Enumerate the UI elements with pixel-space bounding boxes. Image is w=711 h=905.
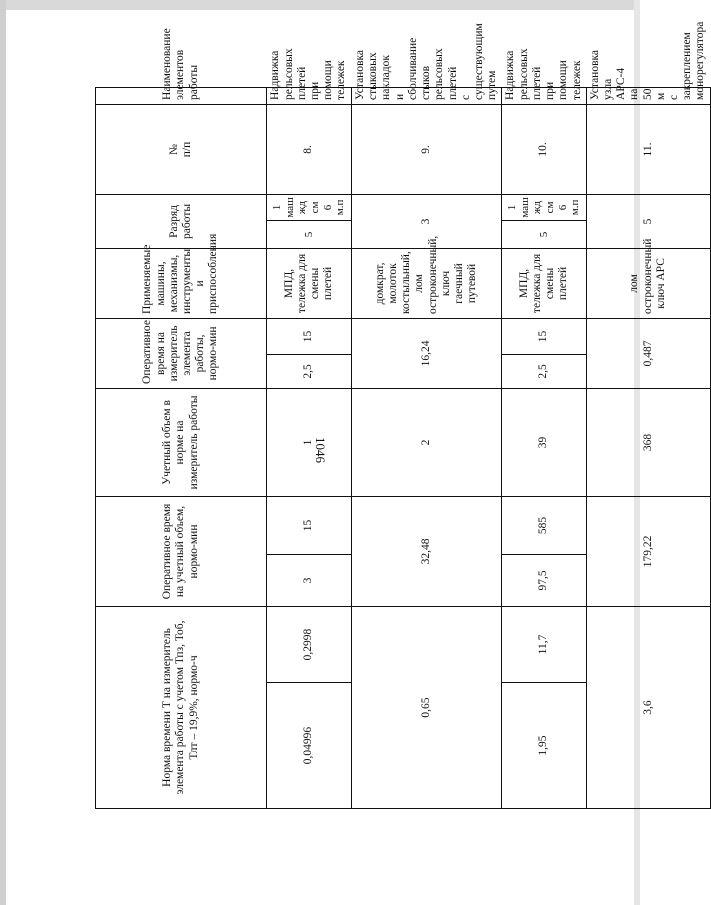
row-11-optime: 0,487 <box>586 318 710 388</box>
row-8-optime-volume-a: 3 <box>267 554 352 606</box>
row-10-num: 10. <box>502 104 586 194</box>
row-8-machines: МПД, тележка для смены плетей <box>267 248 352 318</box>
header-row <box>96 87 267 808</box>
row-8-num: 8. <box>267 104 352 194</box>
scan-edge-left <box>0 0 6 905</box>
row-11-optime-volume: 179,22 <box>586 496 710 606</box>
rotated-table-container <box>95 21 707 809</box>
row-9-name: Установка стыковых накладок и сболчивание стыков рельсовых плетей с существующим путем <box>352 87 502 104</box>
row-9-grade: 3 <box>352 194 502 248</box>
row-11-norm: 3,6 <box>586 606 710 808</box>
row-9 <box>352 87 502 808</box>
header-optime: Оперативное время на измеритель элемента работы, нормо-мин <box>96 318 267 388</box>
row-11-num: 11. <box>586 104 710 194</box>
row-10 <box>502 87 586 808</box>
row-11 <box>586 87 710 808</box>
row-10-machines: МПД, тележка для смены плетей <box>502 248 586 318</box>
row-8-optime-b: 15 <box>267 318 352 354</box>
row-11-name: Установка узла АРС-4 на 50 м с закреплением монорегулятора <box>586 87 710 104</box>
row-10-name: Надвижка рельсовых плетей при помощи тележек <box>502 87 586 104</box>
header-optime-volume: Оперативное время на учетный объем, нормо-мин <box>96 496 267 606</box>
header-num: № п/п <box>96 104 267 194</box>
row-11-machines: лом остроконечный ключ АРС <box>586 248 710 318</box>
header-name: Наименование элементов работы <box>96 87 267 104</box>
row-8-grade-b: 5 <box>267 220 352 248</box>
row-9-num: 9. <box>352 104 502 194</box>
row-10-workers: 1 маш жд см 6 м.п <box>502 194 586 220</box>
row-11-volume: 368 <box>586 388 710 496</box>
row-9-optime-volume: 32,48 <box>352 496 502 606</box>
page-number: 1046 <box>313 437 328 463</box>
norm-table <box>95 21 711 809</box>
row-8 <box>267 87 352 808</box>
row-9-machines: домкрат, молоток костыльный, лом остроконечный, ключ гаечный путевой <box>352 248 502 318</box>
row-8-optime-a: 2,5 <box>267 354 352 388</box>
scan-edge-top <box>0 0 640 10</box>
row-8-volume: 1 <box>267 388 352 496</box>
row-10-grade-b: 5 <box>502 220 586 248</box>
row-10-optime-a: 2,5 <box>502 354 586 388</box>
row-10-optime-volume-b: 585 <box>502 496 586 554</box>
row-8-norm-a: 0,04996 <box>267 683 352 809</box>
row-10-norm-a: 1,95 <box>502 683 586 809</box>
header-norm: Норма времени Т на измеритель элемента работы с учетом Тпз, Тоб, Тлт – 19,9%, нормо-ч <box>96 606 267 808</box>
row-10-optime-volume-a: 97,5 <box>502 554 586 606</box>
row-10-optime-b: 15 <box>502 318 586 354</box>
row-10-volume: 39 <box>502 388 586 496</box>
row-8-norm-b: 0,2998 <box>267 606 352 682</box>
row-9-norm: 0,65 <box>352 606 502 808</box>
header-machines: Применяемые машины, механизмы, инструменты и приспособления <box>96 248 267 318</box>
row-8-workers: 1 маш жд см 6 м.п <box>267 194 352 220</box>
row-8-optime-volume-b: 15 <box>267 496 352 554</box>
header-grade: Разряд работы <box>96 194 267 248</box>
row-8-name: Надвижка рельсовых плетей при помощи тележек <box>267 87 352 104</box>
row-10-norm-b: 11,7 <box>502 606 586 682</box>
header-volume: Учетный объем в норме на измеритель работы <box>96 388 267 496</box>
row-11-grade: 5 <box>586 194 710 248</box>
row-9-volume: 2 <box>352 388 502 496</box>
row-9-optime: 16,24 <box>352 318 502 388</box>
